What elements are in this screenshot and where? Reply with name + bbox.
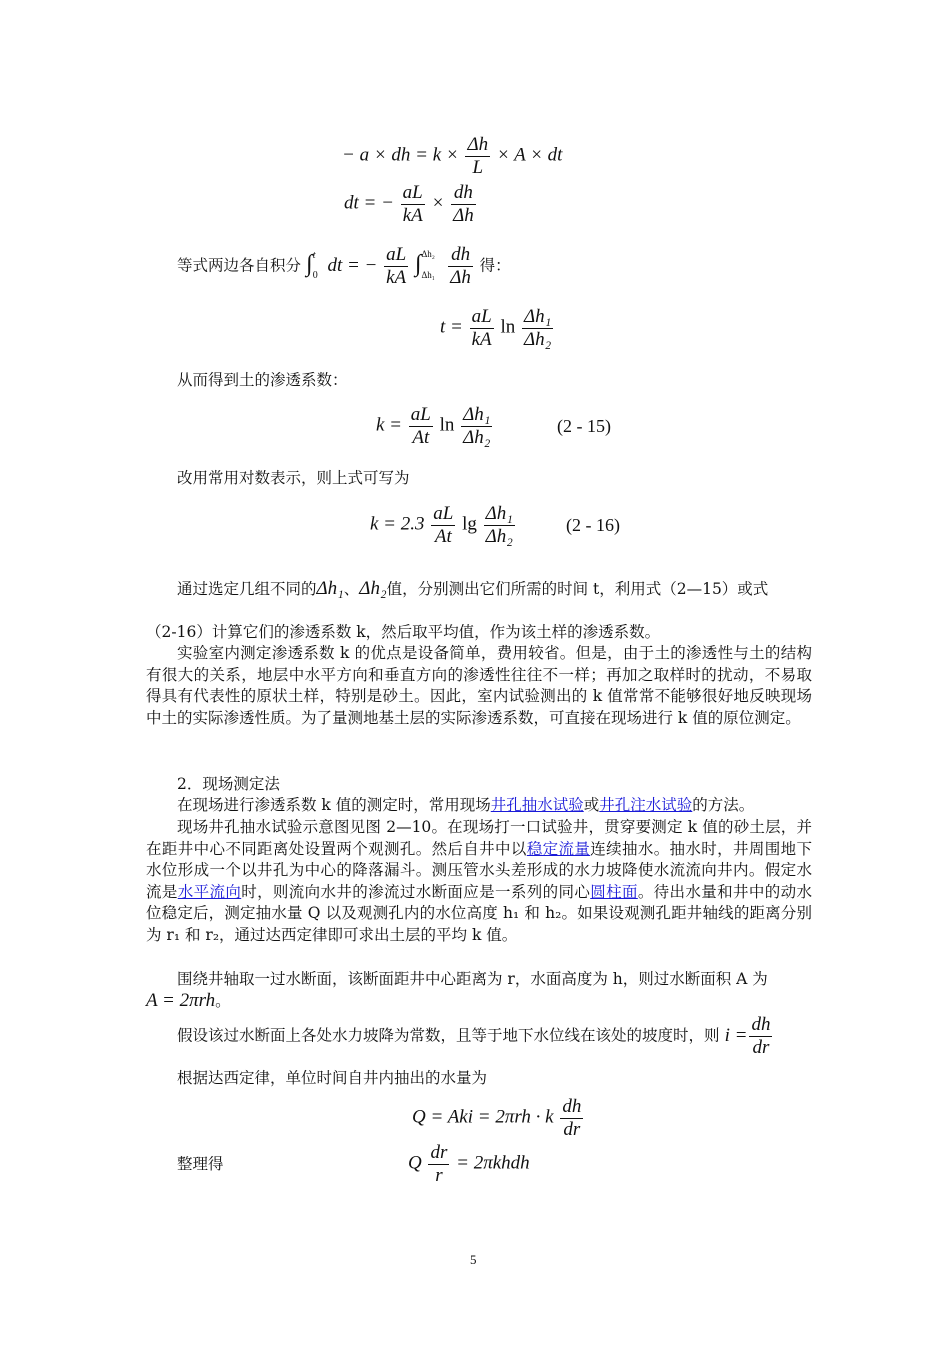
eq-mid: dt = − [327, 254, 378, 276]
text-run: 的方法。 [692, 796, 755, 814]
equation-rearranged [408, 1142, 530, 1187]
eq-lhs: k = [376, 414, 403, 436]
equation-flow-balance [342, 134, 562, 179]
text-run: 在现场进行渗透系数 k 值的测定时，常用现场 [177, 796, 491, 814]
frac-num: Δh [467, 134, 489, 155]
frac-den: Δh₂ [523, 328, 552, 350]
text-run: 、 [343, 580, 360, 598]
eq-lhs: − a × dh = k × [342, 144, 459, 166]
paragraph-line [177, 1014, 774, 1059]
frac-den: Δh [453, 204, 474, 226]
frac-den: L [472, 156, 484, 178]
equation-t [440, 306, 555, 351]
delta-h2: Δh₂ [359, 578, 387, 599]
ln-operator: ln [500, 316, 516, 338]
frac-num: Δh₁ [463, 404, 491, 425]
eq-lhs: Q = Aki = 2πrh · k [412, 1106, 554, 1128]
text-line: 改用常用对数表示，则上式可写为 [177, 469, 410, 487]
link-well-pumping-test[interactable]: 井孔抽水试验 [490, 796, 584, 814]
integral-suffix: 得： [479, 256, 511, 275]
paragraph [146, 969, 812, 991]
frac-den: kA [386, 266, 407, 288]
text-run: 时，则流向水井的渗流过水断面应是一系列的同心 [241, 882, 591, 901]
equation-number: (2 - 16) [566, 515, 620, 535]
text-run: 通过选定几组不同的 [177, 580, 317, 598]
frac-den: dr [563, 1118, 581, 1140]
frac-den: At [412, 426, 430, 448]
frac-den: dr [752, 1036, 770, 1058]
lower-limit: 0 [312, 270, 318, 282]
lg-operator: lg [462, 513, 477, 535]
frac-num: Δh₁ [485, 503, 513, 524]
link-cylinder-surface[interactable]: 圆柱面 [590, 882, 638, 901]
link-steady-flow[interactable]: 稳定流量 [526, 839, 591, 858]
frac-den: r [435, 1164, 443, 1186]
text-line: 根据达西定律，单位时间自井内抽出的水量为 [177, 1069, 488, 1087]
paragraph: 实验室内测定渗透系数 k 的优点是设备简单，费用较省。但是，由于土的渗透性与土的结构有很大的关系，地层中水平方向和垂直方向的渗透性往往不一样；再加之取样时的扰动，不易取得具有代表性的原状土样，特别是砂土。因此，室内试验测出的 k 值常常不能够很好地反映现场中土的实际渗透性质。为了量测地基土层的实际渗透系数，可直接在现场进行 k 值的原位测定。 [146, 644, 812, 727]
equation-2-15 [376, 404, 494, 449]
times-sign: × [431, 192, 445, 214]
upper-limit: t [312, 250, 316, 262]
ln-operator: ln [439, 414, 455, 436]
eq-lhs: Q [408, 1152, 422, 1174]
frac-den: At [434, 525, 452, 547]
frac-den: kA [402, 204, 423, 226]
text-run: 。待出水量和井中的动水位稳定后，测定抽水量 Q 以及观测孔内的水位高度 h₁ 和 h₂。如果设观测孔距井轴线的距离分别为 r₁ 和 r₂，通过达西定律即可求出土层的平均 k 值。 [146, 882, 812, 944]
frac-num: dh [448, 244, 473, 267]
text-run: 围绕井轴取一过水断面，该断面距井中心距离为 r，水面高度为 h，则过水断面积 A 为 [177, 970, 768, 988]
link-well-injection-test[interactable]: 井孔注水试验 [599, 796, 693, 814]
frac-den: kA [471, 328, 492, 350]
paragraph [146, 795, 812, 817]
link-horizontal-flow[interactable]: 水平流向 [177, 882, 242, 901]
paragraph [146, 817, 812, 947]
text-run: 值，分别测出它们所需的时间 t，利用式（2—15）或式 [386, 580, 769, 598]
upper-limit: Δh₂ [421, 249, 435, 260]
frac-num: Δh₁ [523, 306, 552, 327]
integral-prefix: 等式两边各自积分 [177, 256, 302, 275]
eq-lhs: t = [440, 316, 463, 338]
frac-den: Δh [450, 266, 471, 288]
eq-lhs: k = 2.3 [370, 513, 425, 535]
text-run: 或 [583, 796, 600, 814]
paragraph-line [177, 578, 768, 600]
equation-number: (2 - 15) [557, 416, 611, 436]
lower-limit: Δh₁ [421, 270, 435, 281]
frac-den: Δh₂ [485, 525, 513, 547]
text-run: 假设该过水断面上各处水力坡降为常数，且等于地下水位线在该处的坡度时，则 [177, 1026, 720, 1045]
frac-num: aL [471, 306, 492, 327]
frac-num: dh [562, 1096, 582, 1117]
equation-dt [344, 182, 478, 227]
math-inline: A = 2πrh [146, 990, 216, 1011]
paragraph-line: （2-16）计算它们的渗透系数 k，然后取平均值，作为该土样的渗透系数。 [146, 623, 661, 641]
text-run: 现场井孔抽水试验示意图见图 2—10。在现场打一口试验井，贯穿要测定 k 值的砂土层，并在距井中心不同距离处设置两个观测孔。然后自井中以 [146, 818, 812, 858]
frac-num: aL [402, 182, 423, 203]
frac-den: Δh₂ [463, 426, 491, 448]
eq-rhs: = 2πkhdh [456, 1152, 530, 1174]
text-run: 。 [215, 992, 231, 1010]
eq-lhs: dt = − [344, 192, 394, 214]
frac-num: aL [410, 404, 431, 425]
eq-lhs: i = [724, 1024, 748, 1046]
equation-discharge [412, 1096, 585, 1141]
equation-2-16 [370, 503, 517, 548]
text-line: 从而得到土的渗透系数： [177, 371, 348, 389]
integral-sign: ∫ [414, 250, 422, 277]
section-heading: 2．现场测定法 [177, 775, 280, 793]
frac-num: aL [386, 244, 407, 265]
integral-line [177, 244, 511, 289]
frac-num: dh [451, 182, 476, 205]
integral-sign: ∫ [306, 250, 313, 277]
frac-num: aL [433, 503, 454, 524]
eq-rhs: × A × dt [496, 144, 563, 166]
area-equation [146, 990, 231, 1012]
text-line: 整理得 [177, 1155, 224, 1173]
frac-num: dh [751, 1014, 771, 1035]
page-number: 5 [470, 1252, 477, 1267]
text-run: 连续抽水。抽水时，井周围地下水位形成一个以井孔为中心的降落漏斗。测压管水头差形成的水力坡降使水流流向井内。假定水流是 [146, 839, 812, 901]
frac-num: dr [430, 1142, 448, 1163]
delta-h1: Δh₁ [316, 578, 344, 599]
